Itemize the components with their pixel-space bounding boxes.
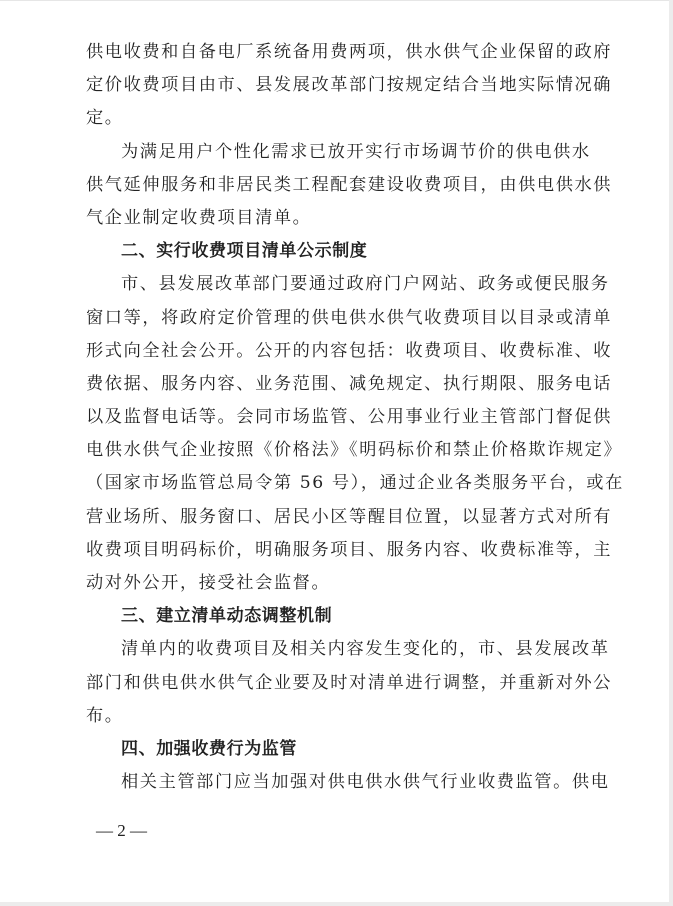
text-line: 供电收费和自备电厂系统备用费两项，供水供气企业保留的政府 bbox=[86, 42, 613, 62]
text-line: 相关主管部门应当加强对供电供水供气行业收费监管。供电 bbox=[121, 772, 610, 793]
text-line: 电供水供气企业按照《价格法》《明码标价和禁止价格欺诈规定》 bbox=[86, 440, 623, 461]
text-line: 为满足用户个性化需求已放开实行市场调节价的供电供水 bbox=[121, 141, 591, 162]
text-line: 清单内的收费项目及相关内容发生变化的，市、县发展改革 bbox=[121, 639, 610, 660]
document-body bbox=[86, 36, 624, 799]
text-line: （国家市场监管总局令第 56 号），通过企业各类服务平台，或在 bbox=[86, 473, 624, 494]
text-line: 市、县发展改革部门要通过政府门户网站、政务或便民服务 bbox=[121, 274, 610, 295]
text-line: 供气延伸服务和非居民类工程配套建设收费项目，由供电供水供 bbox=[86, 174, 613, 195]
text-line: 窗口等，将政府定价管理的供电供水供气收费项目以目录或清单 bbox=[86, 307, 613, 328]
text-line: 收费项目明码标价，明确服务项目、服务内容、收费标准等，主 bbox=[86, 539, 613, 560]
section-heading: 四、加强收费行为监管 bbox=[121, 738, 297, 759]
text-line: 部门和供电供水供气企业要及时对清单进行调整，并重新对外公 bbox=[86, 672, 613, 693]
text-line: 气企业制定收费项目清单。 bbox=[86, 207, 312, 228]
text-line: 定价收费项目由市、县发展改革部门按规定结合当地实际情况确 bbox=[86, 75, 613, 96]
text-line: 以及监督电话等。会同市场监管、公用事业行业主管部门督促供 bbox=[86, 407, 613, 428]
text-line: 动对外公开，接受社会监督。 bbox=[86, 573, 331, 593]
section-heading: 三、建立清单动态调整机制 bbox=[121, 606, 333, 627]
text-line: 定。 bbox=[86, 108, 124, 129]
text-line: 形式向全社会公开。公开的内容包括：收费项目、收费标准、收 bbox=[86, 340, 613, 361]
section-heading: 二、实行收费项目清单公示制度 bbox=[121, 241, 368, 262]
text-line: 费依据、服务内容、业务范围、减免规定、执行期限、服务电话 bbox=[86, 373, 613, 394]
text-line: 营业场所、服务窗口、居民小区等醒目位置，以显著方式对所有 bbox=[86, 506, 613, 527]
page-number: — 2 — bbox=[96, 821, 147, 840]
text-line: 布。 bbox=[86, 705, 124, 726]
